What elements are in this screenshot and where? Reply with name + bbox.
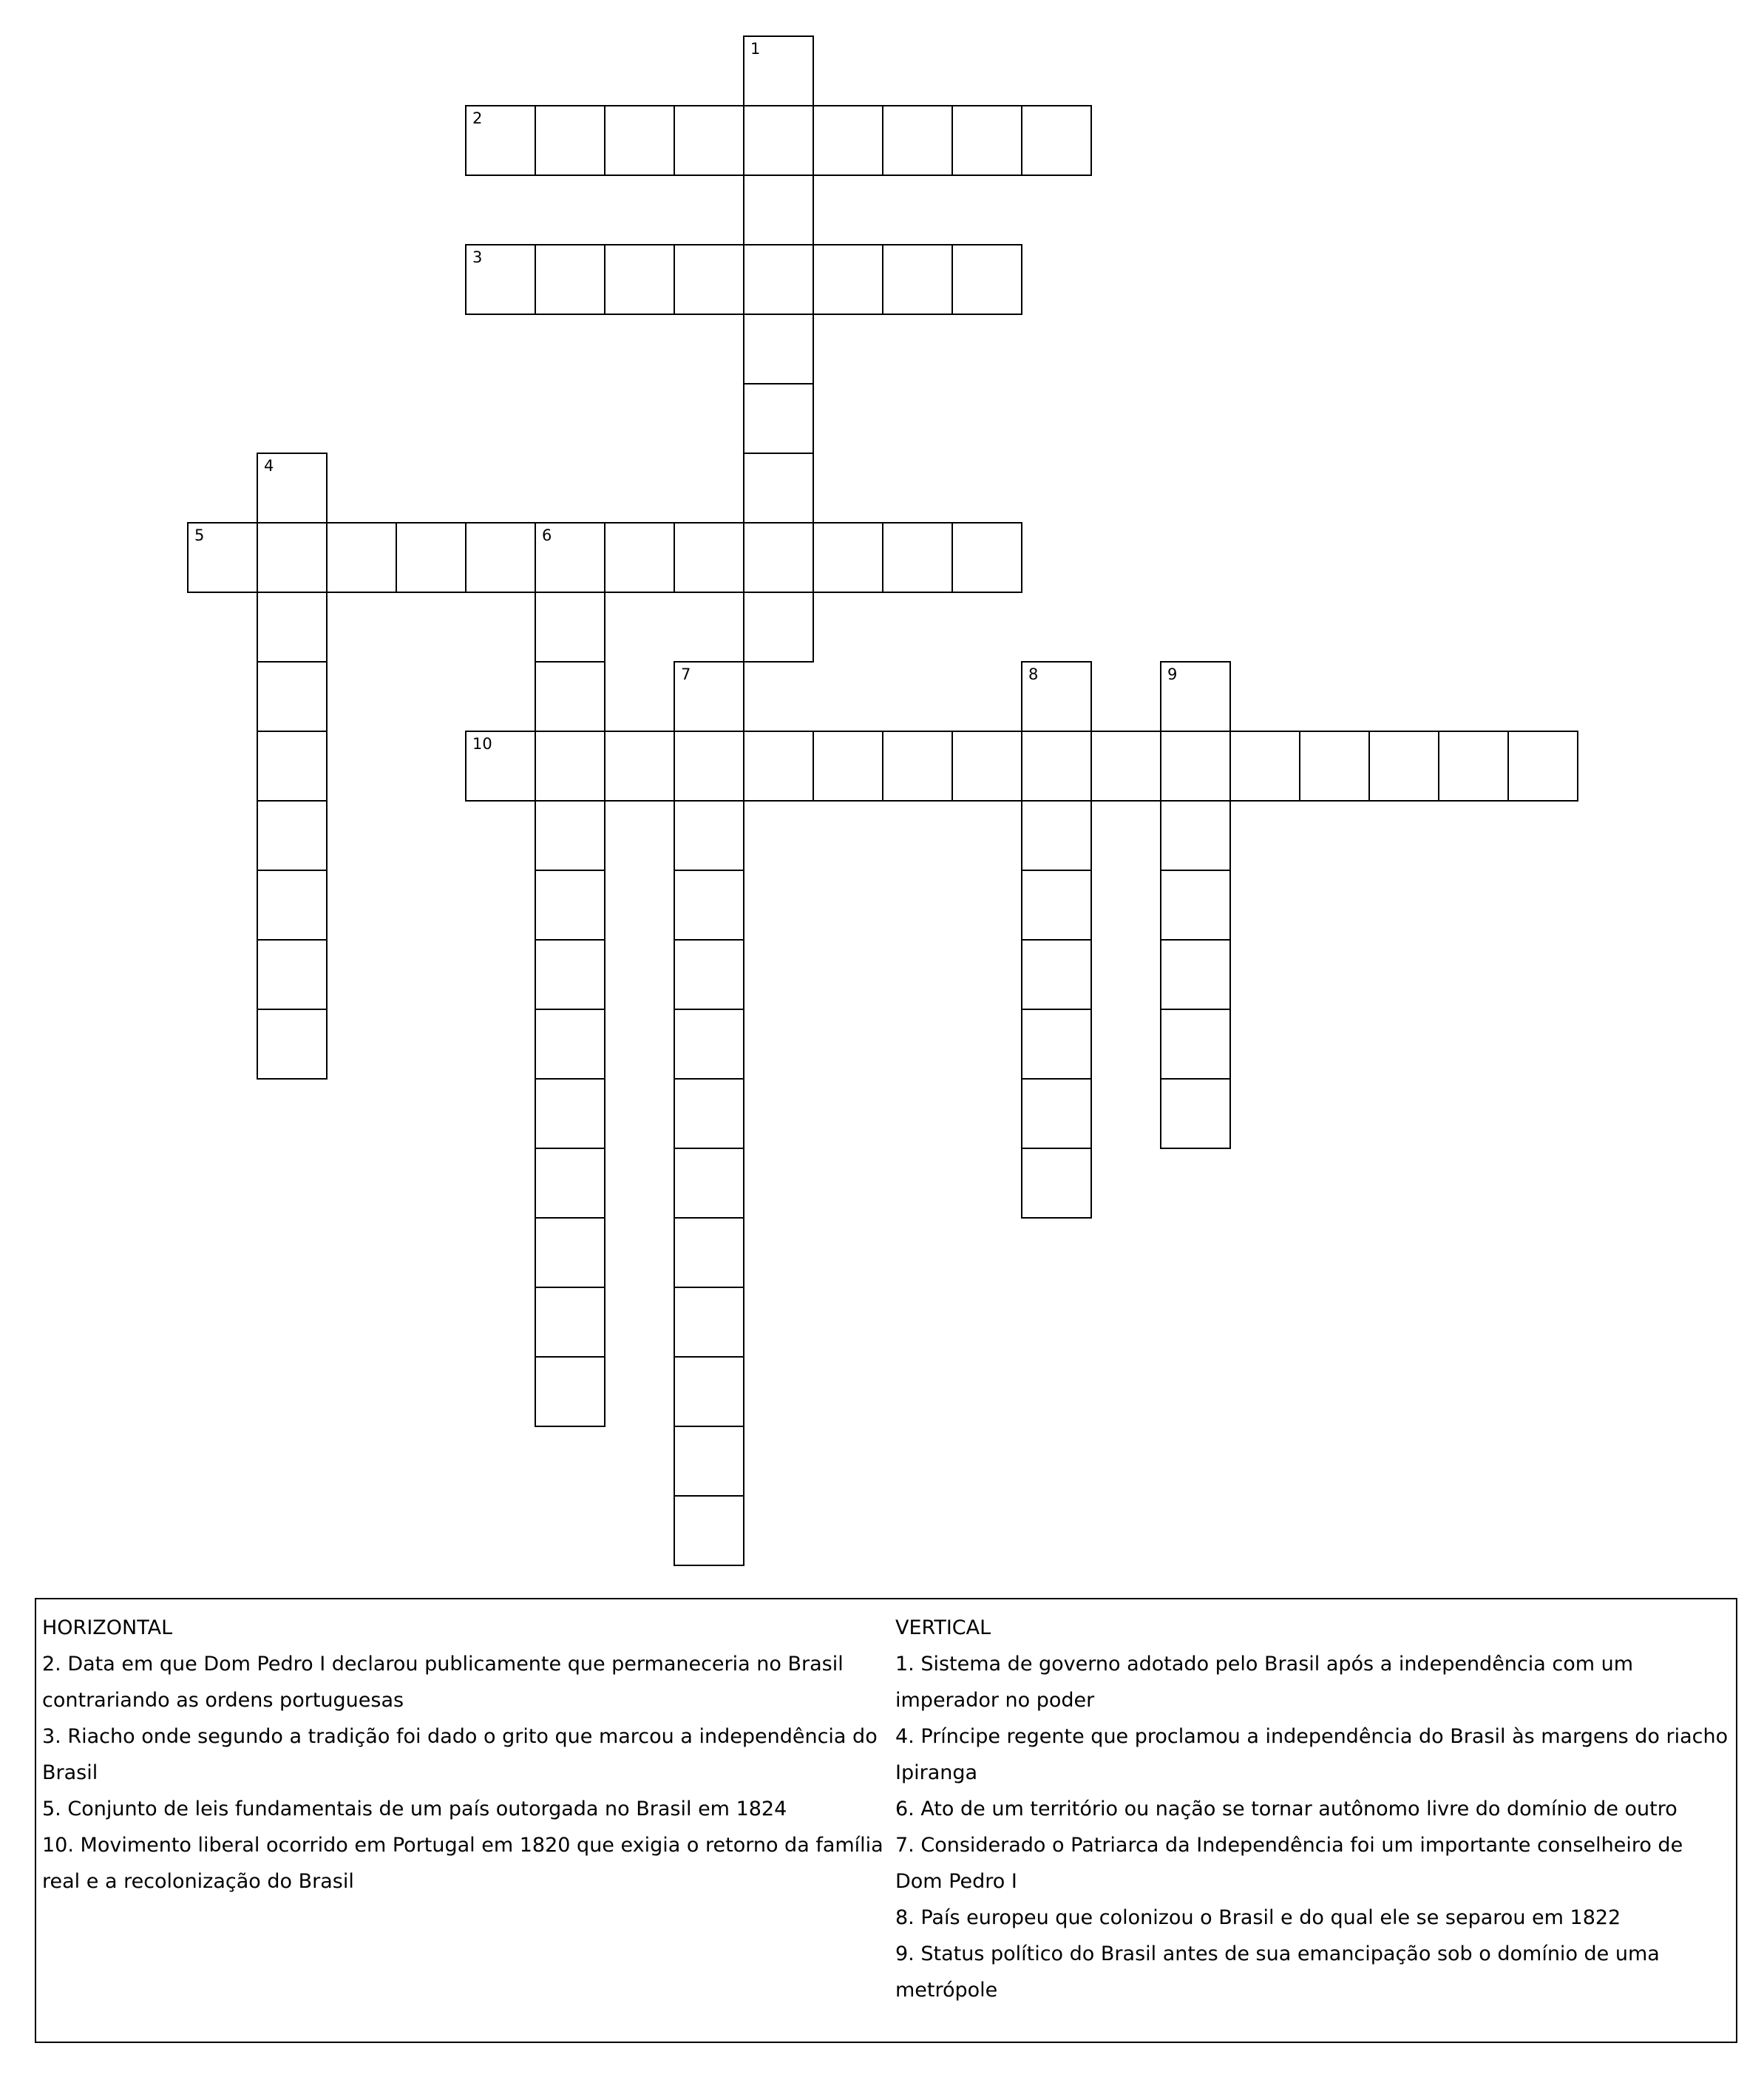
grid-cell[interactable]	[1090, 731, 1161, 802]
grid-cell[interactable]	[813, 105, 883, 176]
grid-cell[interactable]	[813, 244, 883, 315]
clue-down-1: 1. Sistema de governo adotado pelo Brasil após a independência com um imperador no poder	[895, 1653, 1634, 1712]
clue-down-6: 6. Ato de um território ou nação se tornar autônomo livre do domínio de outro	[895, 1798, 1678, 1820]
grid-cell[interactable]	[674, 870, 744, 941]
grid-cell[interactable]	[535, 1217, 605, 1288]
grid-cell[interactable]	[1299, 731, 1370, 802]
grid-cell[interactable]	[1021, 870, 1092, 941]
grid-cell[interactable]	[604, 731, 675, 802]
grid-cell[interactable]	[743, 244, 814, 315]
grid-cell[interactable]	[1160, 1009, 1231, 1080]
grid-cell[interactable]	[604, 522, 675, 593]
grid-cell[interactable]	[674, 939, 744, 1010]
grid-cell[interactable]	[1021, 939, 1092, 1010]
grid-cell[interactable]	[674, 1356, 744, 1427]
grid-cell[interactable]	[882, 522, 953, 593]
grid-cell[interactable]	[674, 1009, 744, 1080]
grid-cell[interactable]	[674, 731, 744, 802]
grid-cell[interactable]	[813, 522, 883, 593]
grid-cell[interactable]	[1229, 731, 1300, 802]
grid-cell[interactable]	[674, 105, 744, 176]
clue-number: 1	[750, 40, 761, 58]
grid-cell[interactable]	[1507, 731, 1578, 802]
grid-cell[interactable]	[535, 1148, 605, 1219]
clue-across-3: 3. Riacho onde segundo a tradição foi dado o grito que marcou a independência do Brasil	[42, 1725, 878, 1784]
clue-number: 6	[542, 526, 552, 544]
grid-cell[interactable]	[257, 1009, 328, 1080]
grid-cell[interactable]	[743, 383, 814, 454]
vertical-heading: VERTICAL	[895, 1616, 991, 1639]
grid-cell[interactable]	[674, 1287, 744, 1358]
grid-cell[interactable]	[535, 1287, 605, 1358]
grid-cell[interactable]	[674, 1078, 744, 1149]
grid-cell[interactable]	[951, 105, 1022, 176]
grid-cell[interactable]	[535, 1078, 605, 1149]
grid-cell[interactable]	[674, 244, 744, 315]
grid-cell[interactable]	[1160, 661, 1231, 732]
clue-number: 3	[472, 248, 483, 266]
grid-cell[interactable]	[535, 939, 605, 1010]
grid-cell[interactable]	[674, 1217, 744, 1288]
grid-cell[interactable]	[535, 731, 605, 802]
grid-cell[interactable]	[465, 731, 536, 802]
grid-cell[interactable]	[465, 105, 536, 176]
grid-cell[interactable]	[743, 314, 814, 385]
grid-cell[interactable]	[1021, 105, 1092, 176]
clue-across-10: 10. Movimento liberal ocorrido em Portugal em 1820 que exigia o retorno da família real e a recolonização do Brasil	[42, 1834, 883, 1893]
grid-cell[interactable]	[257, 661, 328, 732]
grid-cell[interactable]	[535, 105, 605, 176]
clue-number: 8	[1028, 665, 1039, 683]
clue-box	[35, 1598, 1737, 2043]
grid-cell[interactable]	[743, 592, 814, 663]
grid-cell[interactable]	[1021, 661, 1092, 732]
grid-cell[interactable]	[396, 522, 467, 593]
grid-cell[interactable]	[535, 800, 605, 871]
grid-cell[interactable]	[1438, 731, 1509, 802]
clue-number: 4	[264, 457, 274, 475]
grid-cell[interactable]	[326, 522, 397, 593]
grid-cell[interactable]	[674, 661, 744, 732]
vertical-clues	[895, 1610, 1731, 2008]
grid-cell[interactable]	[674, 1148, 744, 1219]
clue-across-2: 2. Data em que Dom Pedro I declarou publicamente que permaneceria no Brasil contrariando as ordens portuguesas	[42, 1653, 844, 1712]
grid-cell[interactable]	[743, 175, 814, 245]
grid-cell[interactable]	[257, 800, 328, 871]
horizontal-clues	[42, 1610, 892, 1900]
clue-down-7: 7. Considerado o Patriarca da Independência foi um importante conselheiro de Dom Pedro I	[895, 1834, 1683, 1893]
grid-cell[interactable]	[1021, 800, 1092, 871]
grid-cell[interactable]	[674, 1426, 744, 1497]
grid-cell[interactable]	[535, 1009, 605, 1080]
clue-down-4: 4. Príncipe regente que proclamou a independência do Brasil às margens do riacho Ipiranga	[895, 1725, 1729, 1784]
grid-cell[interactable]	[674, 800, 744, 871]
grid-cell[interactable]	[1160, 870, 1231, 941]
grid-cell[interactable]	[257, 870, 328, 941]
grid-cell[interactable]	[1021, 1078, 1092, 1149]
grid-cell[interactable]	[257, 939, 328, 1010]
grid-cell[interactable]	[465, 244, 536, 315]
grid-cell[interactable]	[1160, 800, 1231, 871]
grid-cell[interactable]	[951, 731, 1022, 802]
grid-cell[interactable]	[882, 244, 953, 315]
grid-cell[interactable]	[257, 453, 328, 524]
clue-number: 5	[194, 526, 205, 544]
clue-number: 7	[681, 665, 691, 683]
grid-cell[interactable]	[743, 522, 814, 593]
grid-cell[interactable]	[604, 244, 675, 315]
clue-down-9: 9. Status político do Brasil antes de sua emancipação sob o domínio de uma metrópole	[895, 1942, 1660, 2002]
grid-cell[interactable]	[882, 731, 953, 802]
grid-cell[interactable]	[535, 244, 605, 315]
grid-cell[interactable]	[743, 105, 814, 176]
grid-cell[interactable]	[604, 105, 675, 176]
grid-cell[interactable]	[257, 592, 328, 663]
grid-cell[interactable]	[535, 870, 605, 941]
grid-cell[interactable]	[1021, 1148, 1092, 1219]
grid-cell[interactable]	[951, 522, 1022, 593]
grid-cell[interactable]	[674, 522, 744, 593]
grid-cell[interactable]	[257, 522, 328, 593]
grid-cell[interactable]	[1021, 731, 1092, 802]
clue-across-5: 5. Conjunto de leis fundamentais de um país outorgada no Brasil em 1824	[42, 1798, 787, 1820]
horizontal-heading: HORIZONTAL	[42, 1616, 173, 1639]
grid-cell[interactable]	[1160, 939, 1231, 1010]
grid-cell[interactable]	[1160, 1078, 1231, 1149]
grid-cell[interactable]	[1021, 1009, 1092, 1080]
grid-cell[interactable]	[743, 35, 814, 106]
clue-number: 9	[1167, 665, 1178, 683]
grid-cell[interactable]	[1368, 731, 1439, 802]
grid-cell[interactable]	[674, 1495, 744, 1566]
grid-cell[interactable]	[535, 661, 605, 732]
clue-number: 2	[472, 109, 483, 127]
grid-cell[interactable]	[951, 244, 1022, 315]
grid-cell[interactable]	[535, 1356, 605, 1427]
grid-cell[interactable]	[465, 522, 536, 593]
grid-cell[interactable]	[743, 731, 814, 802]
grid-cell[interactable]	[1160, 731, 1231, 802]
grid-cell[interactable]	[535, 592, 605, 663]
grid-cell[interactable]	[882, 105, 953, 176]
grid-cell[interactable]	[743, 453, 814, 524]
clue-number: 10	[472, 735, 492, 753]
grid-cell[interactable]	[535, 522, 605, 593]
clue-down-8: 8. País europeu que colonizou o Brasil e do qual ele se separou em 1822	[895, 1906, 1621, 1929]
grid-cell[interactable]	[187, 522, 258, 593]
grid-cell[interactable]	[813, 731, 883, 802]
grid-cell[interactable]	[257, 731, 328, 802]
